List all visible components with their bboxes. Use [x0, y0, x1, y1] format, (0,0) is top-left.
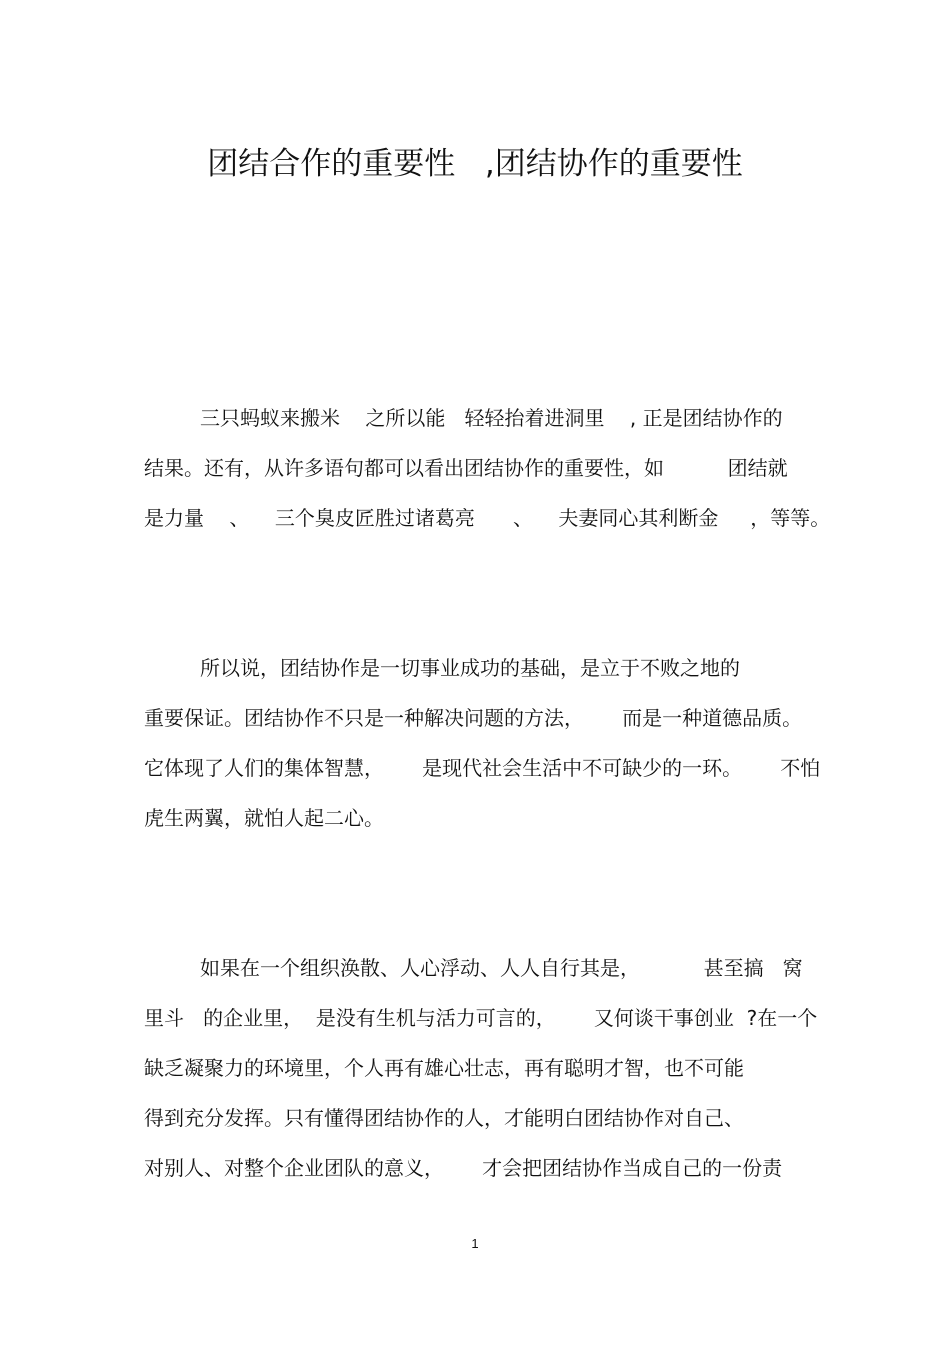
paragraph-line: 所以说，团结协作是一切事业成功的基础，是立于不败之地的	[200, 656, 740, 680]
paragraph-line: 如果在一个组织涣散、人心浮动、人人自行其是， 甚至搞 窝	[200, 956, 803, 980]
paragraph-line: 结果。还有，从许多语句都可以看出团结协作的重要性，如 团结就	[144, 456, 788, 480]
paragraph-line: 三只蚂蚁来搬米 之所以能 轻轻抬着进洞里 , 正是团结协作的	[200, 406, 783, 430]
page-number: 1	[471, 1236, 479, 1251]
paragraph-line: 里斗 的企业里， 是没有生机与活力可言的， 又何谈干事创业 ?在一个	[144, 1006, 818, 1030]
paragraph-line: 是力量 、 三个臭皮匠胜过诸葛亮 、 夫妻同心其利断金 ，等等。	[144, 506, 831, 530]
document-title: 团结合作的重要性 ,团结协作的重要性	[207, 146, 743, 182]
paragraph-line: 缺乏凝聚力的环境里，个人再有雄心壮志，再有聪明才智，也不可能	[144, 1056, 744, 1080]
paragraph-line: 对别人、对整个企业团队的意义， 才会把团结协作当成自己的一份责	[144, 1156, 783, 1180]
paragraph-line: 虎生两翼，就怕人起二心。	[144, 806, 384, 830]
paragraph-line: 得到充分发挥。只有懂得团结协作的人，才能明白团结协作对自己、	[144, 1106, 744, 1130]
paragraph-line: 它体现了人们的集体智慧， 是现代社会生活中不可缺少的一环。 不怕	[144, 756, 821, 780]
paragraph-line: 重要保证。团结协作不只是一种解决问题的方法， 而是一种道德品质。	[144, 706, 803, 730]
